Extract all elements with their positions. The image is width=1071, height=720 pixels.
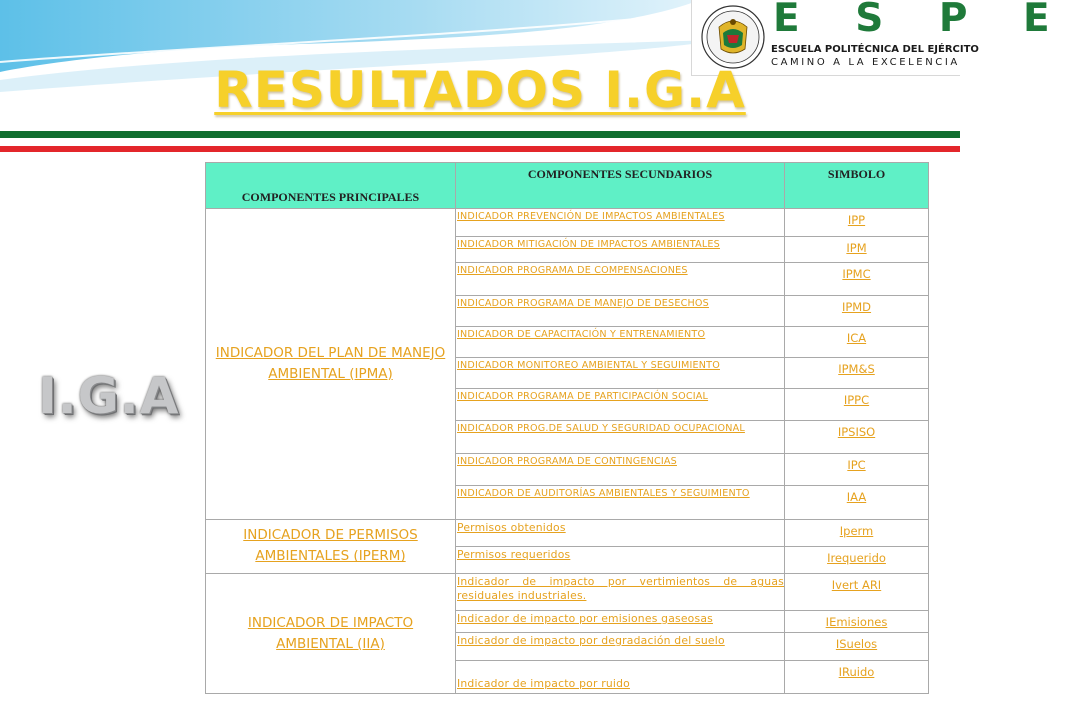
symbol-link[interactable]: IPMD (841, 299, 872, 314)
secondary-component-link[interactable]: Indicador de impacto por emisiones gaseosas (457, 611, 713, 625)
iga-side-label: I.G.A (38, 367, 180, 425)
secondary-component-link[interactable]: Indicador de impacto por degradación del suelo (457, 634, 725, 648)
symbol-cell (785, 388, 929, 420)
main-component-link[interactable]: INDICADOR DE IMPACTO AMBIENTAL (IIA) (247, 614, 414, 652)
symbol-link[interactable]: IPC (847, 457, 866, 472)
secondary-component-cell (456, 357, 785, 388)
symbol-link[interactable]: IPSISO (837, 425, 876, 440)
main-component-cell (206, 519, 456, 574)
symbol-cell (785, 519, 929, 546)
symbol-link[interactable]: Irequerido (827, 550, 886, 565)
symbol-link[interactable]: Ivert ARI (831, 578, 882, 593)
secondary-component-link[interactable]: INDICADOR MITIGACIÓN DE IMPACTOS AMBIENTALES (457, 238, 720, 250)
symbol-cell (785, 546, 929, 573)
main-component-link[interactable]: INDICADOR DE PERMISOS AMBIENTALES (IPERM) (243, 527, 418, 565)
red-band-divider (0, 146, 960, 152)
secondary-component-link[interactable]: INDICADOR PROGRAMA DE COMPENSACIONES (457, 265, 688, 277)
symbol-cell (785, 357, 929, 388)
symbol-cell (785, 574, 929, 610)
symbol-link[interactable]: ICA (846, 331, 867, 346)
secondary-component-cell (456, 453, 785, 485)
secondary-component-cell (456, 327, 785, 357)
secondary-component-link[interactable]: INDICADOR PROG.DE SALUD Y SEGURIDAD OCUPACIONAL (457, 423, 745, 435)
secondary-component-cell (456, 546, 785, 573)
symbol-link[interactable]: IPMC (842, 267, 871, 282)
secondary-component-link[interactable]: Indicador de impacto por vertimientos de aguas residuales industriales. (457, 575, 784, 603)
symbol-link[interactable]: IPM (846, 240, 867, 255)
symbol-cell (785, 421, 929, 453)
secondary-component-link[interactable]: INDICADOR PROGRAMA DE PARTICIPACIÓN SOCIAL (457, 390, 709, 402)
main-component-cell (206, 574, 456, 694)
main-component-link[interactable]: INDICADOR DEL PLAN DE MANEJO AMBIENTAL (IPMA) (215, 344, 446, 382)
table-row (206, 519, 929, 546)
secondary-component-link[interactable]: INDICADOR DE AUDITORÍAS AMBIENTALES Y SEGUIMIENTO (457, 488, 750, 500)
symbol-cell (785, 633, 929, 661)
green-band-divider (0, 131, 960, 138)
white-band-divider (0, 138, 960, 146)
symbol-link[interactable]: IPM&S (838, 361, 875, 376)
symbol-cell (785, 661, 929, 694)
symbol-cell (785, 263, 929, 295)
symbol-link[interactable]: IAA (846, 490, 867, 505)
table-row (206, 208, 929, 236)
symbol-link[interactable]: IRuido (838, 665, 875, 680)
symbol-cell (785, 208, 929, 236)
symbol-link[interactable]: ISuelos (835, 637, 878, 652)
secondary-component-link[interactable]: Permisos obtenidos (457, 520, 566, 534)
symbol-cell (785, 610, 929, 632)
symbol-link[interactable]: IEmisiones (825, 614, 888, 629)
main-component-cell (206, 208, 456, 519)
symbol-cell (785, 327, 929, 357)
symbol-link[interactable]: IPPC (843, 392, 870, 407)
secondary-component-cell (456, 610, 785, 632)
espe-wordmark: E S P E (773, 0, 1071, 41)
secondary-component-cell (456, 421, 785, 453)
secondary-component-link[interactable]: Indicador de impacto por ruido (457, 677, 630, 690)
header-secondary-components: COMPONENTES SECUNDARIOS (456, 163, 785, 209)
secondary-component-cell (456, 574, 785, 610)
secondary-component-cell (456, 661, 785, 694)
symbol-link[interactable]: Iperm (839, 523, 874, 538)
secondary-component-link[interactable]: Permisos requeridos (457, 547, 571, 561)
secondary-component-link[interactable]: INDICADOR PROGRAMA DE MANEJO DE DESECHOS (457, 297, 709, 309)
secondary-component-link[interactable]: INDICADOR PREVENCIÓN DE IMPACTOS AMBIENTALES (457, 210, 725, 222)
secondary-component-link[interactable]: INDICADOR MONITOREO AMBIENTAL Y SEGUIMIENTO (457, 359, 720, 371)
header-symbol: SIMBOLO (785, 163, 929, 209)
secondary-component-cell (456, 388, 785, 420)
secondary-component-link[interactable]: INDICADOR DE CAPACITACIÓN Y ENTRENAMIENTO (457, 329, 706, 341)
secondary-component-cell (456, 519, 785, 546)
header-main-components: COMPONENTES PRINCIPALES (206, 163, 456, 209)
espe-school-name: ESCUELA POLITÉCNICA DEL EJÉRCITO (771, 44, 979, 55)
symbol-cell (785, 453, 929, 485)
table-header-row (206, 163, 929, 209)
secondary-component-cell (456, 236, 785, 262)
secondary-component-link[interactable]: INDICADOR PROGRAMA DE CONTINGENCIAS (457, 455, 677, 467)
secondary-component-cell (456, 295, 785, 326)
symbol-cell (785, 486, 929, 519)
symbol-cell (785, 295, 929, 326)
iga-components-table (205, 162, 929, 694)
symbol-cell (785, 236, 929, 262)
secondary-component-cell (456, 263, 785, 295)
secondary-component-cell (456, 486, 785, 519)
secondary-component-cell (456, 208, 785, 236)
symbol-link[interactable]: IPP (847, 212, 866, 227)
espe-motto: CAMINO A LA EXCELENCIA (771, 57, 960, 68)
page-title[interactable]: RESULTADOS I.G.A (214, 61, 746, 119)
secondary-component-cell (456, 633, 785, 661)
table-row (206, 574, 929, 610)
